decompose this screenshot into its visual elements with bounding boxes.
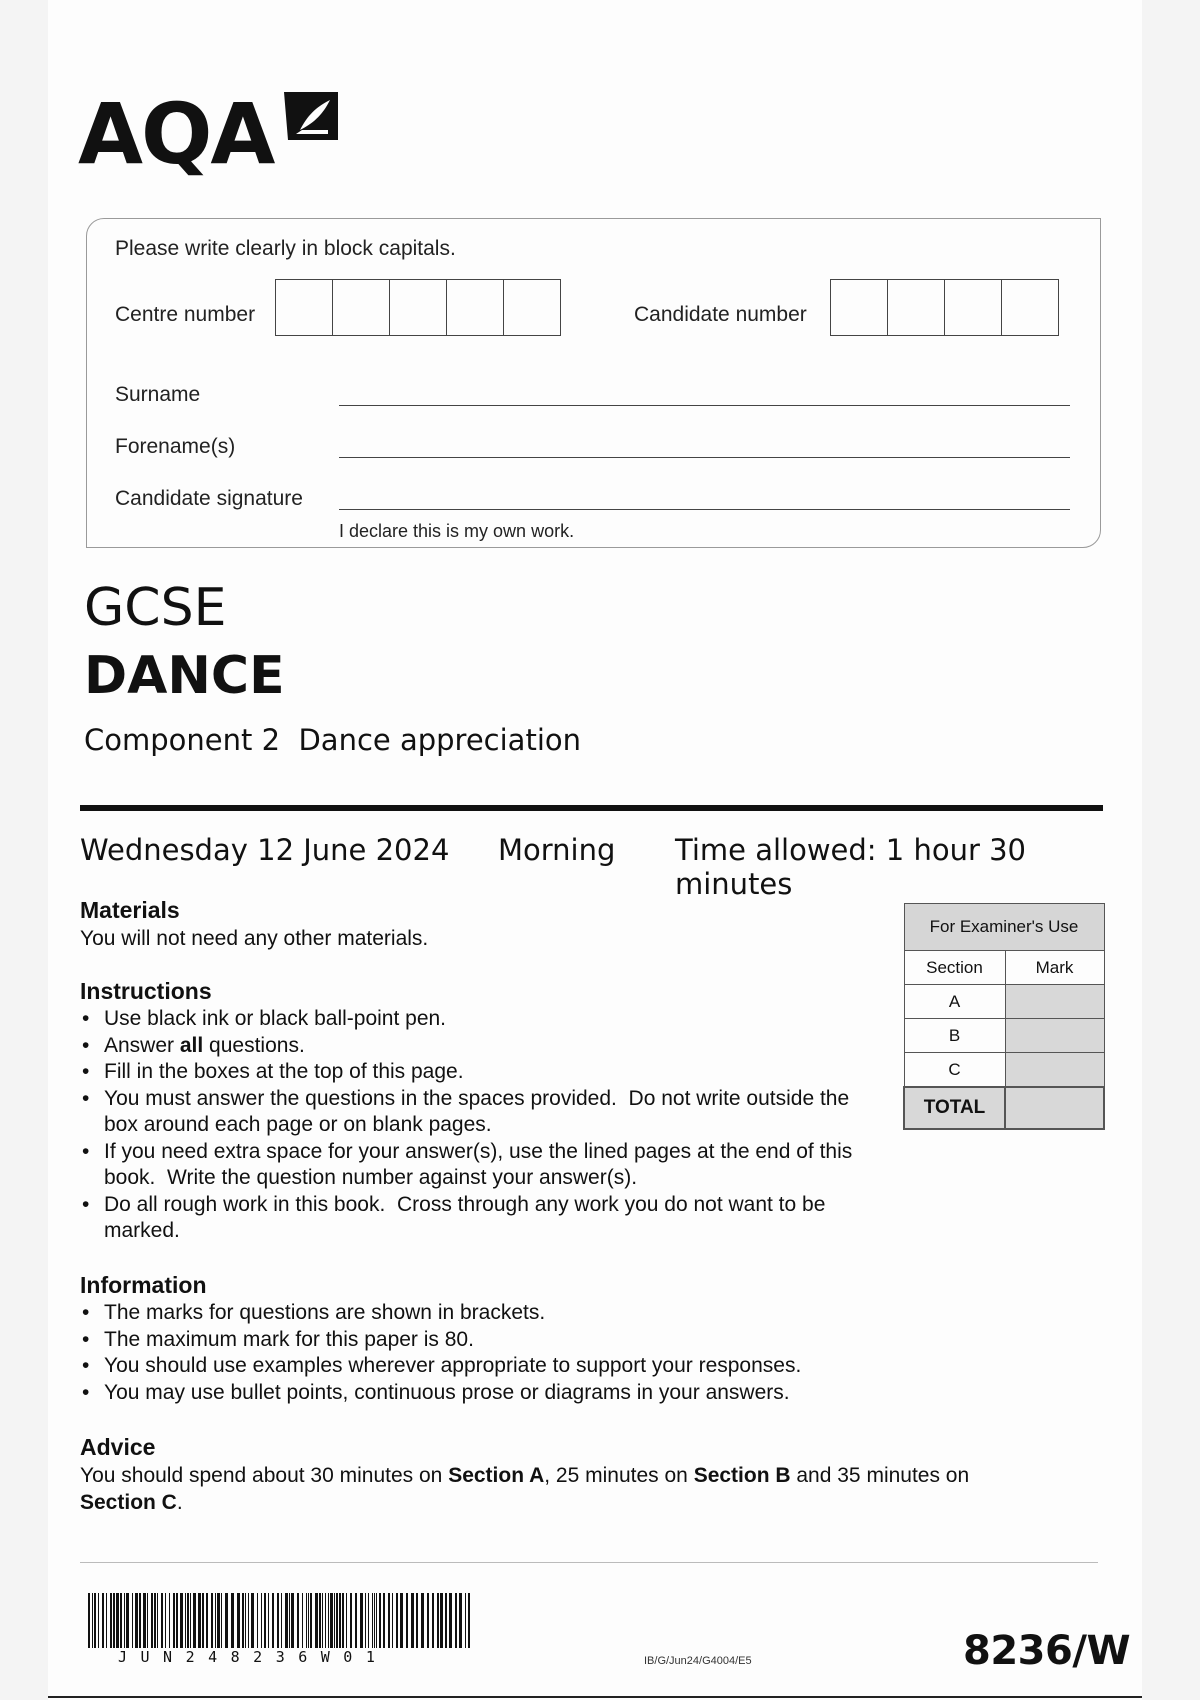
barcode-bar: [139, 1593, 141, 1648]
surname-line[interactable]: [339, 405, 1070, 406]
paper-code: 8236/W: [963, 1628, 1131, 1674]
footer-divider: [80, 1562, 1098, 1563]
centre-digit-box[interactable]: [390, 280, 447, 335]
barcode-bar: [190, 1593, 191, 1648]
barcode-bar: [277, 1593, 279, 1648]
barcode-bar: [92, 1593, 93, 1648]
information-list: [80, 1300, 900, 1406]
barcode-bar: [169, 1593, 170, 1648]
list-item: • The marks for questions are shown in brackets.: [80, 1300, 900, 1327]
barcode-bar: [106, 1593, 107, 1648]
block-capitals-instruction: Please write clearly in block capitals.: [115, 237, 456, 260]
signature-label: Candidate signature: [115, 487, 303, 510]
barcode-bar: [281, 1593, 282, 1648]
barcode-bar: [374, 1593, 375, 1648]
barcode-bar: [261, 1593, 262, 1648]
mark-cell: [1005, 1019, 1104, 1053]
barcode-bar: [237, 1593, 240, 1648]
barcode-bar: [308, 1593, 309, 1648]
barcode-bar: [388, 1593, 390, 1648]
barcode-bar: [285, 1593, 288, 1648]
list-item: • If you need extra space for your answer(s), use the lined pages at the end of this book. Write the question number against your answer(s).: [80, 1139, 870, 1192]
barcode-bar: [185, 1593, 186, 1648]
exam-cover-page: [48, 0, 1142, 1700]
barcode-bar: [268, 1593, 269, 1648]
barcode-bar: [225, 1593, 228, 1648]
barcode-bar: [400, 1593, 403, 1648]
list-item: • Do all rough work in this book. Cross through any work you do not want to be marked.: [80, 1192, 870, 1245]
barcode-bar: [242, 1593, 244, 1648]
barcode-bar: [346, 1593, 347, 1648]
list-item: • Fill in the boxes at the top of this page.: [80, 1059, 870, 1086]
barcode-bar: [202, 1593, 204, 1648]
candidate-digit-box[interactable]: [888, 280, 945, 335]
barcode-bar: [187, 1593, 189, 1648]
barcode-bar: [289, 1593, 290, 1648]
barcode-bar: [328, 1593, 329, 1648]
barcode-bar: [465, 1593, 466, 1648]
barcode-bar: [231, 1593, 234, 1648]
barcode-bar: [198, 1593, 201, 1648]
table-row: [904, 1053, 1104, 1088]
barcode-bar: [306, 1593, 307, 1648]
list-item: • You must answer the questions in the spaces provided. Do not write outside the box around each page or on blank pages.: [80, 1086, 870, 1139]
information-heading: Information: [80, 1272, 207, 1298]
barcode-bar: [376, 1593, 377, 1648]
barcode-bar: [360, 1593, 363, 1648]
centre-number-boxes[interactable]: [275, 279, 561, 336]
candidate-number-label: Candidate number: [634, 303, 807, 326]
candidate-details-box: [86, 218, 1101, 548]
barcode-bar: [98, 1593, 99, 1648]
subject-title: DANCE: [84, 646, 285, 706]
answer-all-text: Answer all questions.: [104, 1033, 305, 1057]
section-cell: C: [904, 1053, 1005, 1088]
centre-digit-box[interactable]: [504, 280, 560, 335]
page-bottom-rule: [48, 1696, 1142, 1698]
examiner-table-title: For Examiner's Use: [904, 904, 1104, 951]
barcode-bar: [102, 1593, 104, 1648]
list-item: • Use black ink or black ball-point pen.: [80, 1006, 870, 1033]
barcode-bar: [94, 1593, 96, 1648]
barcode-bar: [459, 1593, 462, 1648]
barcode-bar: [421, 1593, 424, 1648]
total-row: [904, 1087, 1104, 1129]
barcode-bar: [173, 1593, 175, 1648]
paper-reference: IB/G/Jun24/G4004/E5: [644, 1655, 752, 1667]
barcode-bar: [151, 1593, 153, 1648]
time-allowed: Time allowed: 1 hour 30 minutes: [675, 833, 1026, 901]
barcode-bar: [319, 1593, 321, 1648]
candidate-number-boxes[interactable]: [830, 279, 1059, 336]
list-item: • You should use examples wherever appropriate to support your responses.: [80, 1353, 900, 1380]
candidate-digit-box[interactable]: [945, 280, 1002, 335]
centre-digit-box[interactable]: [276, 280, 333, 335]
barcode-bar: [368, 1593, 369, 1648]
barcode-bar: [110, 1593, 112, 1648]
barcode-bar: [372, 1593, 373, 1648]
barcode-bar: [416, 1593, 418, 1648]
aqa-flag-icon: [278, 90, 340, 148]
barcode-bar: [427, 1593, 429, 1648]
barcode-bar: [302, 1593, 303, 1648]
barcode-bar: [124, 1593, 125, 1648]
table-row: [904, 1019, 1104, 1053]
barcode-bar: [406, 1593, 408, 1648]
barcode-bar: [147, 1593, 148, 1648]
barcode-bar: [339, 1593, 341, 1648]
barcode-bar: [291, 1593, 294, 1648]
barcode-bar: [113, 1593, 115, 1648]
examiner-use-table: [903, 903, 1105, 1130]
barcode-bar: [217, 1593, 220, 1648]
declaration-text: I declare this is my own work.: [339, 521, 575, 541]
exam-date: Wednesday 12 June 2024: [80, 833, 450, 867]
section-cell: A: [904, 985, 1005, 1019]
barcode-bar: [449, 1593, 452, 1648]
barcode-bar: [411, 1593, 414, 1648]
signature-line[interactable]: [339, 509, 1070, 510]
advice-text: You should spend about 30 minutes on Section A, 25 minutes on Section B and 35 minutes on Section C.: [80, 1464, 970, 1514]
list-item: • The maximum mark for this paper is 80.: [80, 1327, 900, 1354]
barcode-bar: [116, 1593, 119, 1648]
materials-text: You will not need any other materials.: [80, 927, 429, 950]
instructions-heading: Instructions: [80, 978, 212, 1004]
barcode-bar: [325, 1593, 326, 1648]
barcode-bar: [215, 1593, 216, 1648]
mark-cell: [1005, 1053, 1104, 1088]
list-item: • You may use bullet points, continuous prose or diagrams in your answers.: [80, 1380, 900, 1407]
barcode-bar: [432, 1593, 434, 1648]
total-mark-cell: [1005, 1087, 1104, 1129]
centre-number-label: Centre number: [115, 303, 256, 326]
barcode-bar: [157, 1593, 158, 1648]
barcode-bar: [193, 1593, 196, 1648]
barcode-bar: [221, 1593, 222, 1648]
barcode-bar: [440, 1593, 443, 1648]
barcode-bar: [161, 1593, 163, 1648]
barcode-bar: [336, 1593, 338, 1648]
barcode-bar: [455, 1593, 457, 1648]
barcode-bar: [135, 1593, 138, 1648]
barcode-bar: [365, 1593, 366, 1648]
candidate-digit-box[interactable]: [831, 280, 888, 335]
list-item: [80, 1033, 870, 1060]
barcode-bar: [396, 1593, 398, 1648]
exam-session: Morning: [498, 833, 616, 867]
barcode-bar: [126, 1593, 129, 1648]
barcode-bar: [334, 1593, 335, 1648]
barcode-bar: [165, 1593, 166, 1648]
barcode-bar: [445, 1593, 447, 1648]
section-cell: B: [904, 1019, 1005, 1053]
section-column-header: Section: [904, 951, 1005, 985]
barcode-bar: [248, 1593, 249, 1648]
centre-digit-box[interactable]: [333, 280, 390, 335]
barcode-bar: [120, 1593, 122, 1648]
barcode-bar: [315, 1593, 318, 1648]
total-label: TOTAL: [904, 1087, 1005, 1129]
barcode-bar: [264, 1593, 266, 1648]
barcode-bar: [437, 1593, 439, 1648]
forenames-line[interactable]: [339, 457, 1070, 458]
barcode-bar: [211, 1593, 213, 1648]
barcode-bar: [180, 1593, 183, 1648]
surname-label: Surname: [115, 383, 201, 406]
materials-heading: Materials: [80, 897, 180, 923]
barcode-bar: [355, 1593, 357, 1648]
barcode-bar: [342, 1593, 344, 1648]
barcode-bar: [257, 1593, 258, 1648]
qualification-title: GCSE: [84, 578, 227, 638]
barcode-bar: [272, 1593, 274, 1648]
barcode-bar: [143, 1593, 146, 1648]
advice-heading: Advice: [80, 1434, 156, 1460]
barcode-bar: [176, 1593, 178, 1648]
barcode-bar: [297, 1593, 299, 1648]
barcode-bar: [350, 1593, 352, 1648]
centre-digit-box[interactable]: [447, 280, 504, 335]
barcode-bar: [154, 1593, 156, 1648]
barcode-bar: [383, 1593, 385, 1648]
mark-column-header: Mark: [1005, 951, 1104, 985]
table-row: [904, 985, 1104, 1019]
candidate-digit-box[interactable]: [1002, 280, 1058, 335]
title-divider: [80, 805, 1103, 811]
barcode-bar: [88, 1593, 90, 1648]
forenames-label: Forename(s): [115, 435, 236, 458]
barcode-bar: [379, 1593, 381, 1648]
barcode-bar: [132, 1593, 133, 1648]
logo-text: AQA: [78, 85, 274, 183]
barcode-bar: [310, 1593, 312, 1648]
barcode-bar: [251, 1593, 254, 1648]
barcode-text: JUN248236W01: [118, 1648, 389, 1666]
barcode-bar: [330, 1593, 333, 1648]
barcode-bar: [322, 1593, 323, 1648]
component-title: Component 2 Dance appreciation: [84, 723, 581, 757]
barcode-bar: [206, 1593, 208, 1648]
barcode-bar: [468, 1593, 470, 1648]
instructions-list: [80, 1006, 870, 1245]
barcode-bar: [392, 1593, 393, 1648]
barcode: [88, 1593, 473, 1648]
mark-cell: [1005, 985, 1104, 1019]
barcode-bar: [245, 1593, 246, 1648]
